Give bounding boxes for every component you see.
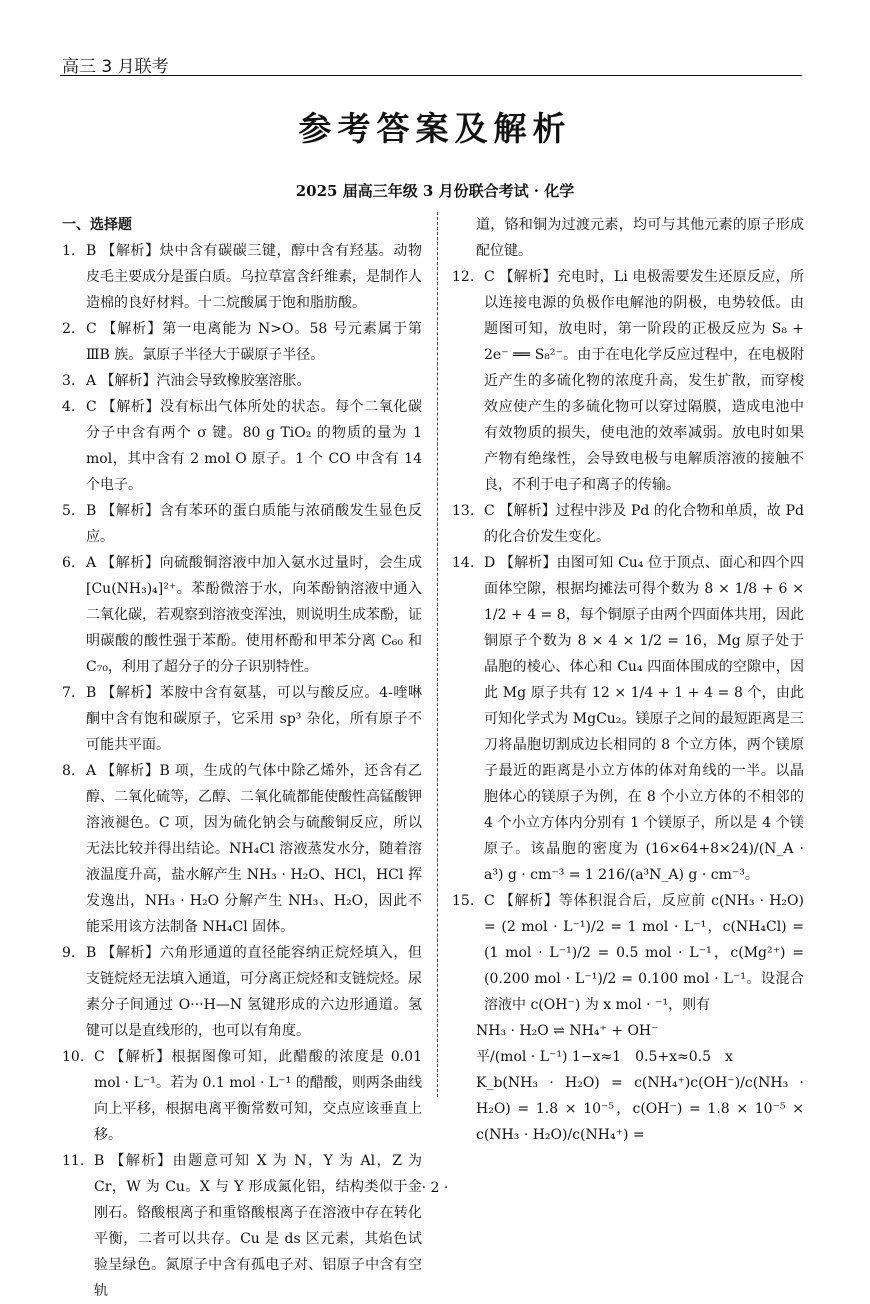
answer-text: B 【解析】六角形通道的直径能容纳正烷烃填入，但支链烷烃无法填入通道，可分离正烷烃和支链烷烃。尿素分子间通过 O···H—N 氢键形成的六边形通道。氢键可以是直线形的，也可以有角度。 — [86, 945, 422, 1039]
answer-number: 11. — [62, 1153, 85, 1169]
answer-text: C 【解析】等体积混合后，反应前 c(NH₃ · H₂O) = (2 mol · L⁻¹)/2 = 1 mol · L⁻¹，c(NH₄Cl) = (1 mol · L⁻¹)/2 = 0.5 mol · L⁻¹，c(Mg²⁺) = (0.200 mol · L⁻¹)/2 = 0.100 mol · L⁻¹。设混合溶液中 c(OH⁻) 为 x mol · ⁻¹，则有 — [484, 893, 804, 1013]
answer-number: 2. — [62, 321, 76, 337]
header-rule — [60, 75, 802, 76]
page-number: · 2 · — [421, 1180, 449, 1196]
answer-item — [62, 940, 422, 1044]
answer-text: B 【解析】含有苯环的蛋白质能与浓硝酸发生显色反应。 — [86, 503, 422, 545]
answer-text: A 【解析】向硫酸铜溶液中加入氨水过量时，会生成[Cu(NH₃)₄]²⁺。苯酚微溶于水，向苯酚钠溶液中通入二氧化碳，若观察到溶液变浑浊，则说明生成苯酚，证明碳酸的酸性强于苯酚。使用杯酚和甲苯分离 C₆₀ 和 C₇₀，利用了超分子的分子识别特性。 — [86, 555, 422, 675]
answer-number: 12. — [452, 269, 475, 285]
answer-item — [62, 498, 422, 550]
answer-item — [62, 394, 422, 498]
answer-text: B 【解析】炔中含有碳碳三键，醇中含有羟基。动物皮毛主要成分是蛋白质。乌拉草富含纤维素，是制作人造棉的良好材料。十二烷酸属于饱和脂肪酸。 — [86, 243, 422, 311]
answer-number: 9. — [62, 945, 76, 961]
answer-number: 8. — [62, 763, 76, 779]
answer-text: K_b(NH₃ · H₂O) = c(NH₄⁺)c(OH⁻)/c(NH₃ · H₂O) = 1.8 × 10⁻⁵，c(OH⁻) = 1.8 × 10⁻⁵ × c(NH₃ · H₂O)/c(NH₄⁺) = — [476, 1075, 804, 1143]
answer-item — [62, 316, 422, 368]
answer-item — [62, 1044, 422, 1148]
answer-text: B 【解析】苯胺中含有氨基，可以与酸反应。4-喹啉酮中含有饱和碳原子，它采用 sp³ 杂化，所有原子不可能共平面。 — [86, 685, 422, 753]
answer-text: 平/(mol · L⁻¹) 1−x≈1 0.5+x≈0.5 x — [476, 1049, 733, 1065]
answer-text: C 【解析】第一电离能为 N>O。58 号元素属于第ⅢB 族。氯原子半径大于碳原子半径。 — [86, 321, 422, 363]
answer-text: NH₃ · H₂O ⇌ NH₄⁺ + OH⁻ — [476, 1023, 659, 1039]
answer-text: B 【解析】由题意可知 X 为 N，Y 为 Al，Z 为 Cr，W 为 Cu。X 与 Y 形成氮化铝，结构类似于金刚石。铬酸根离子和重铬酸根离子在溶液中存在转化平衡，二者可以共存。Cu 是 ds 区元素，其焰色试验呈绿色。氮原子中含有孤电子对、铝原子中含有空轨 — [94, 1153, 422, 1299]
answer-number: 15. — [452, 893, 475, 909]
answer-item — [452, 1070, 804, 1148]
answer-item — [452, 1018, 804, 1044]
answer-number — [452, 1044, 476, 1070]
answer-text: C 【解析】没有标出气体所处的状态。每个二氧化碳分子中含有两个 σ 键。80 g TiO₂ 的物质的量为 1 mol，其中含有 2 mol O 原子。1 个 CO 中含有 14 个电子。 — [86, 399, 422, 493]
answer-item — [62, 550, 422, 680]
answer-text: D 【解析】由图可知 Cu₄ 位于顶点、面心和四个四面体空隙，根据均摊法可得个数为 8 × 1/8 + 6 × 1/2 + 4 = 8，每个铜原子由两个四面体共用，因此铜原子个数为 8 × 4 × 1/2 = 16，Mg 原子处于晶胞的棱心、体心和 Cu₄ 四面体围成的空隙中，因此 Mg 原子共有 12 × 1/4 + 1 + 4 = 8 个，由此可知化学式为 MgCu₂。镁原子之间的最短距离是三刀将晶胞切割成边长相同的 8 个立方体，两个镁原子最近的距离是小立方体的体对角线的一半。以晶胞体心的镁原子为例，在 8 个小立方体的不相邻的 4 个小立方体内分别有 1 个镁原子，所以是 4 个镁原子。该晶胞的密度为 (16×64+8×24)/(N_A · a³) g · cm⁻³ = 1 216/(a³N_A) g · cm⁻³。 — [484, 555, 804, 883]
answer-number: 14. — [452, 555, 475, 571]
answer-text: 道，铬和铜为过渡元素，均可与其他元素的原子形成配位键。 — [476, 217, 804, 259]
answer-number: 13. — [452, 503, 475, 519]
answer-number — [452, 212, 476, 264]
answer-number: 1. — [62, 243, 76, 259]
answer-number: 5. — [62, 503, 76, 519]
answer-item — [62, 368, 422, 394]
answer-text: C 【解析】根据图像可知，此醋酸的浓度是 0.01 mol · L⁻¹。若为 0.1 mol · L⁻¹ 的醋酸，则两条曲线向上平移，根据电离平衡常数可知，交点应该垂直上移。 — [94, 1049, 422, 1143]
exam-header: 高三 3 月联考 — [62, 57, 169, 77]
answer-item — [62, 758, 422, 940]
answer-number: 3. — [62, 373, 76, 389]
left-column — [62, 212, 422, 1304]
answer-item — [452, 1044, 804, 1070]
answer-item — [452, 498, 804, 550]
answer-text: C 【解析】过程中涉及 Pd 的化合物和单质，故 Pd 的化合价发生变化。 — [484, 503, 804, 545]
column-divider — [437, 212, 438, 1097]
answer-number: 7. — [62, 685, 76, 701]
answer-item — [452, 550, 804, 888]
page-subtitle: 2025 届高三年级 3 月份联合考试 · 化学 — [295, 182, 575, 200]
right-column — [452, 212, 804, 1148]
answer-text: A 【解析】汽油会导致橡胶塞溶胀。 — [86, 373, 311, 389]
answer-item — [452, 888, 804, 1018]
answer-number: 6. — [62, 555, 76, 571]
answer-text: A 【解析】B 项，生成的气体中除乙烯外，还含有乙醇、二氧化硫等，乙醇、二氧化硫都能使酸性高锰酸钾溶液褪色。C 项，因为硫化钠会与硫酸铜反应，所以无法比较并得出结论。NH₄Cl 溶液蒸发水分，随着溶液温度升高，盐水解产生 NH₃ · H₂O、HCl，HCl 挥发逸出，NH₃ · H₂O 分解产生 NH₃、H₂O，因此不能采用该方法制备 NH₄Cl 固体。 — [86, 763, 422, 935]
answer-item — [62, 238, 422, 316]
answer-number: 10. — [62, 1049, 85, 1065]
answer-number — [452, 1018, 476, 1044]
answer-item — [62, 1148, 422, 1304]
right-answer-list — [452, 212, 804, 1148]
section-label: 一、选择题 — [62, 217, 132, 233]
answer-item — [62, 680, 422, 758]
answer-item — [452, 212, 804, 264]
answer-number — [452, 1070, 476, 1148]
page-title: 参考答案及解析 — [298, 109, 572, 148]
answer-number: 4. — [62, 399, 76, 415]
left-answer-list — [62, 238, 422, 1304]
answer-text: C 【解析】充电时，Li 电极需要发生还原反应，所以连接电源的负极作电解池的阴极，电势较低。由题图可知，放电时，第一阶段的正极反应为 S₈ + 2e⁻ ══ S₈²⁻。由于在电化学反应过程中，在电极附近产生的多硫化物的浓度升高，发生扩散，而穿梭效应使产生的多硫化物可以穿过隔膜，造成电池中有效物质的损失，使电池的效率减弱。放电时如果产物有绝缘性，会导致电极与电解质溶液的接触不良，不利于电子和离子的传输。 — [484, 269, 804, 493]
answer-item — [452, 264, 804, 498]
